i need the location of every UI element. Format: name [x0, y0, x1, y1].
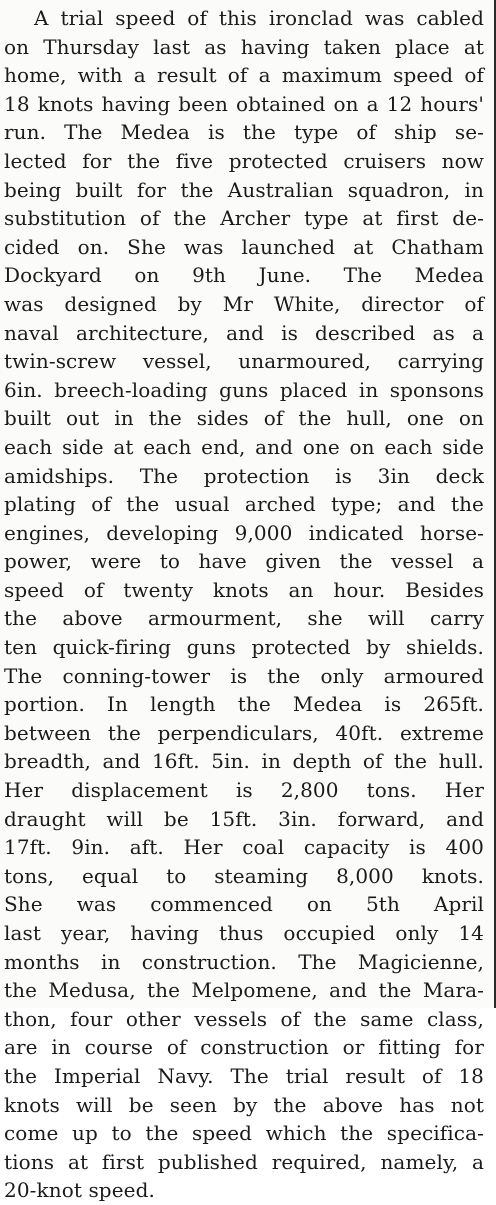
article-line: the Medusa, the Melpomene, and the Mara-: [4, 978, 484, 1003]
article-line: was designed by Mr White, director of: [4, 291, 484, 316]
article-line: breadth, and 16ft. 5in. in depth of the hull.: [4, 749, 484, 774]
article-line: naval architecture, and is described as a: [4, 320, 484, 345]
article-line: 20-knot speed.: [4, 1178, 155, 1203]
article-line: come up to the speed which the specifica-: [4, 1121, 484, 1146]
article-line: portion. In length the Medea is 265ft.: [4, 692, 484, 717]
article-line: run. The Medea is the type of ship se-: [4, 120, 484, 145]
article-line: The conning-tower is the only armoured: [4, 663, 484, 688]
article-line: between the perpendiculars, 40ft. extreme: [4, 720, 484, 745]
article-line: are in course of construction or fitting for: [4, 1035, 484, 1060]
article-line: being built for the Australian squadron, in: [4, 177, 484, 202]
article-line: Her displacement is 2,800 tons. Her: [4, 778, 484, 803]
article-body: [4, 4, 484, 1205]
article-line: the above armourment, she will carry: [4, 606, 484, 631]
article-line: draught will be 15ft. 3in. forward, and: [4, 806, 484, 831]
article-line: ten quick-firing guns protected by shields.: [4, 635, 484, 660]
article-line: 18 knots having been obtained on a 12 hours': [4, 91, 484, 116]
article-line: tions at first published required, namely, a: [4, 1149, 484, 1174]
article-line: months in construction. The Magicienne,: [4, 949, 484, 974]
article-line: power, were to have given the vessel a: [4, 549, 484, 574]
article-line: the Imperial Navy. The trial result of 18: [4, 1063, 484, 1088]
article-line: 17ft. 9in. aft. Her coal capacity is 400: [4, 835, 484, 860]
article-line: thon, four other vessels of the same class,: [4, 1006, 484, 1031]
article-line: tons, equal to steaming 8,000 knots.: [4, 863, 484, 888]
article-line: Dockyard on 9th June. The Medea: [4, 263, 484, 288]
article-line: last year, having thus occupied only 14: [4, 921, 484, 945]
article-line: She was commenced on 5th April: [4, 892, 484, 917]
article-line: lected for the five protected cruisers now: [4, 148, 484, 173]
article-line: each side at each end, and one on each side: [4, 434, 484, 459]
article-line: amidships. The protection is 3in deck: [4, 463, 484, 488]
article-line: built out in the sides of the hull, one on: [4, 406, 484, 431]
article-line: plating of the usual arched type; and the: [4, 492, 484, 517]
article-line: A trial speed of this ironclad was cabled: [34, 6, 484, 30]
article-line: twin-screw vessel, unarmoured, carrying: [4, 349, 484, 374]
article-line: on Thursday last as having taken place at: [4, 34, 484, 59]
article-line: home, with a result of a maximum speed of: [4, 63, 484, 88]
article-line: cided on. She was launched at Chatham: [4, 234, 484, 259]
article-line: substitution of the Archer type at first de-: [4, 206, 484, 231]
article-line: speed of twenty knots an hour. Besides: [4, 577, 484, 602]
article-line: 6in. breech-loading guns placed in sponsons: [4, 377, 484, 402]
article-line: knots will be seen by the above has not: [4, 1092, 484, 1117]
article-line: engines, developing 9,000 indicated horse-: [4, 520, 484, 545]
